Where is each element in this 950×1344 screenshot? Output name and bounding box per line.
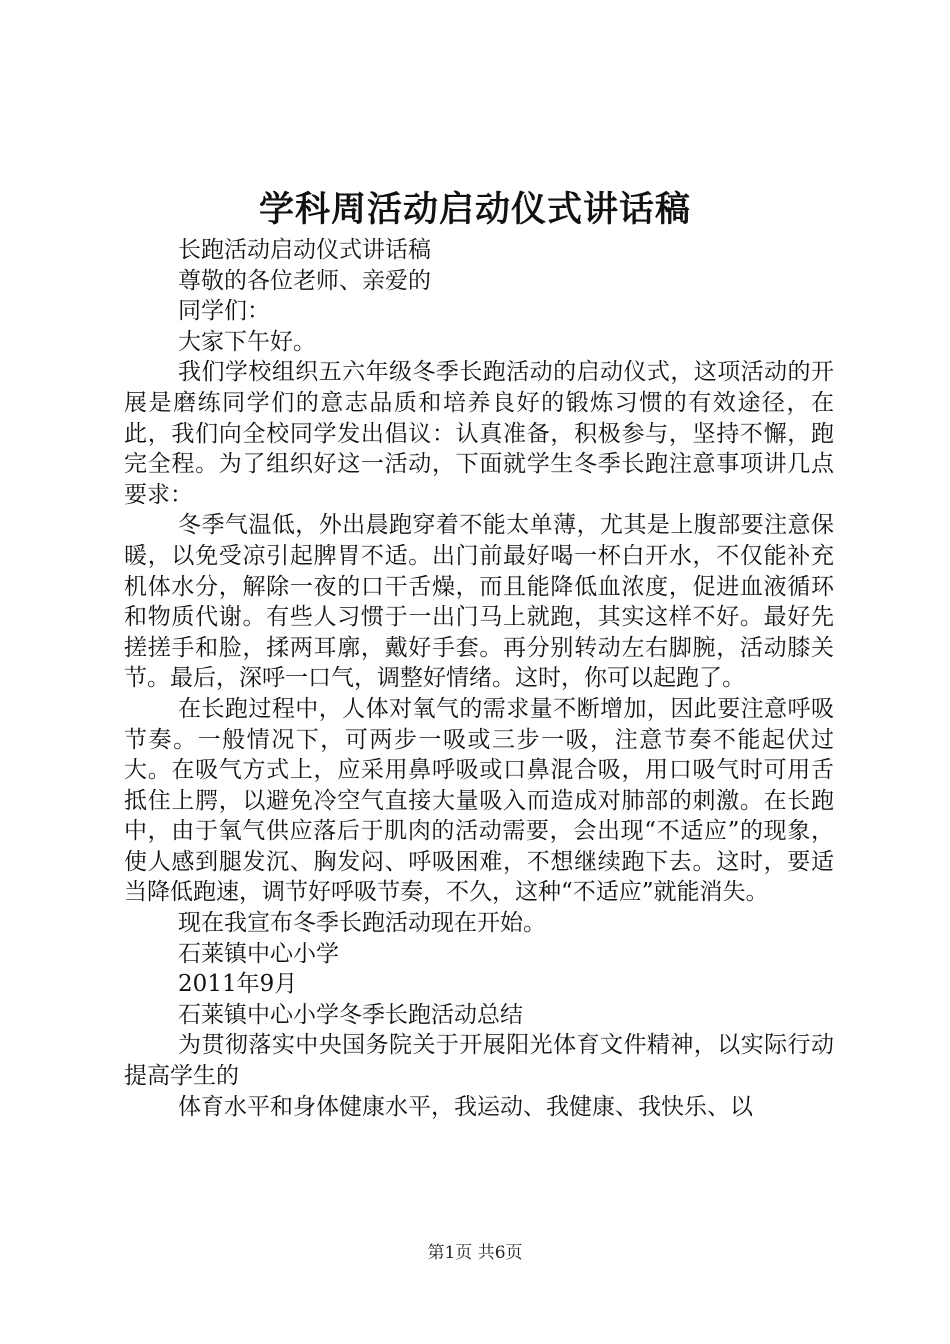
paragraph: 同学们：	[178, 298, 271, 325]
paragraph: 石莱镇中心小学冬季长跑活动总结	[178, 1001, 524, 1028]
document-body	[124, 235, 834, 1122]
paragraph: 尊敬的各位老师、亲爱的	[178, 267, 432, 294]
paragraph: 大家下午好。	[178, 328, 317, 355]
paragraph: 2011年9月	[178, 971, 298, 998]
paragraph: 冬季气温低，外出晨跑穿着不能太单薄，尤其是上腹部要注意保暖，以免受凉引起脾胃不适。出门前最好喝一杯白开水，不仅能补充机体水分，解除一夜的口干舌燥，而且能降低血浓度，促进血液循环和物质代谢。有些人习惯于一出门马上就跑，其实这样不好。最好先搓搓手和脸，揉两耳廓，戴好手套。再分别转动左右脚腕，活动膝关节。最后，深呼一口气，调整好情绪。这时，你可以起跑了。	[124, 512, 834, 692]
paragraph: 为贯彻落实中央国务院关于开展阳光体育文件精神，以实际行动提高学生的	[124, 1032, 834, 1090]
paragraph: 在长跑过程中，人体对氧气的需求量不断增加，因此要注意呼吸节奏。一般情况下，可两步一吸或三步一吸，注意节奏不能起伏过大。在吸气方式上，应采用鼻呼吸或口鼻混合吸，用口吸气时可用舌抵住上腭，以避免冷空气直接大量吸入而造成对肺部的刺激。在长跑中，由于氧气供应落后于肌肉的活动需要，会出现“不适应”的现象，使人感到腿发沉、胸发闷、呼吸困难，不想继续跑下去。这时，要适当降低跑速，调节好呼吸节奏，不久，这种“不适应”就能消失。	[124, 695, 834, 906]
paragraph: 我们学校组织五六年级冬季长跑活动的启动仪式，这项活动的开展是磨练同学们的意志品质和培养良好的锻炼习惯的有效途径，在此，我们向全校同学发出倡议：认真准备，积极参与，坚持不懈，跑完全程。为了组织好这一活动，下面就学生冬季长跑注意事项讲几点要求：	[124, 359, 834, 508]
paragraph: 石莱镇中心小学	[178, 940, 340, 967]
paragraph: 现在我宣布冬季长跑活动现在开始。	[178, 910, 547, 937]
page-number: 第1页 共6页	[427, 1243, 523, 1263]
paragraph: 体育水平和身体健康水平，我运动、我健康、我快乐、以	[178, 1093, 754, 1120]
document-title: 学科周活动启动仪式讲话稿	[258, 189, 691, 230]
paragraph: 长跑活动启动仪式讲话稿	[178, 237, 432, 263]
